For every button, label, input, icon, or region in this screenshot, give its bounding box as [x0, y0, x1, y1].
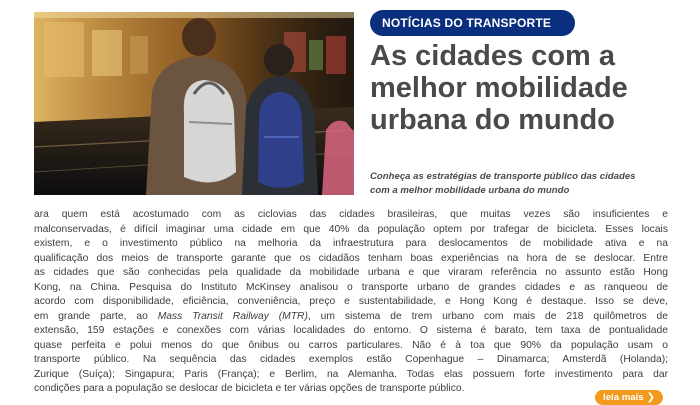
- subtitle-line: com a melhor mobilidade urbana do mundo: [370, 185, 570, 196]
- category-badge[interactable]: NOTÍCIAS DO TRANSPORTE: [370, 10, 575, 36]
- metro-platform-travelers-photo: [34, 12, 354, 195]
- body-line: quase perfeita e polui menos do que ônibus ou carros particulares. Não é à toa que 90% da população usam o: [34, 339, 668, 351]
- body-line: condições para a população se deslocar de bicicleta e ter várias opções de transporte público.: [34, 383, 465, 394]
- subtitle-line: Conheça as estratégias de transporte público das cidades: [370, 171, 636, 182]
- article-body: [34, 208, 668, 397]
- body-line: Kong, na China. Pesquisa do Instituto McKinsey analisou o transporte urbano de grandes cidades e as ranqueou de: [34, 281, 668, 293]
- body-line: existem, e o investimento público na melhoria da infraestrutura para deslocamentos de mobilidade ativa e na: [34, 238, 668, 249]
- headline-line: melhor mobilidade: [370, 72, 628, 104]
- body-line: extensão, 159 estações e conexões com várias localidades do entorno. O sistema é barato, tem taxa de pontualidade: [34, 325, 668, 336]
- headline-line: urbana do mundo: [370, 104, 615, 136]
- body-line-start: em grande parte, ao: [34, 310, 158, 322]
- body-line: acordo com disponibilidade, eficiência, conveniência, preço e sustentabilidade, e Hong Kong é destaque. Isso se deve,: [34, 296, 668, 307]
- chevron-right-icon: ❯: [646, 392, 655, 403]
- read-more-label: leia mais: [603, 392, 644, 403]
- article-subtitle: [370, 170, 690, 198]
- article-headline[interactable]: [370, 40, 690, 136]
- article-photo: [34, 12, 354, 195]
- body-line: as cidades que são conhecidas pela qualidade da mobilidade urbana e que viraram referência no assunto estão Hong: [34, 267, 668, 278]
- mtr-name: Mass Transit Railway (MTR): [157, 310, 308, 322]
- headline-line: As cidades com a: [370, 40, 615, 72]
- body-line: [34, 310, 668, 325]
- body-line: transporte público. Na sequência das cidades exemplos estão Copenhague – Dinamarca; Amsterdã (Holanda);: [34, 354, 668, 365]
- body-line-end: , um sistema de trem urbano com mais de 218 quilômetros de: [307, 310, 668, 322]
- body-line: qualificação dos meios de transporte garante que os cidadãos tenham boas experiências na hora de se deslocar. Entre: [34, 252, 668, 264]
- read-more-button[interactable]: [595, 390, 663, 405]
- body-line: ara quem está acostumado com as ciclovias das cidades brasileiras, que muitas vezes são insuficientes e: [34, 209, 668, 220]
- body-line: Zurique (Suíça); Singapura; Paris (França); e Berlim, na Alemanha. Todas elas possuem forte investimento para dar: [34, 368, 668, 380]
- body-line: malconservadas, é difícil imaginar uma cidade em que 40% da população optem por trafegar de bicicleta. Esses locais: [34, 223, 668, 235]
